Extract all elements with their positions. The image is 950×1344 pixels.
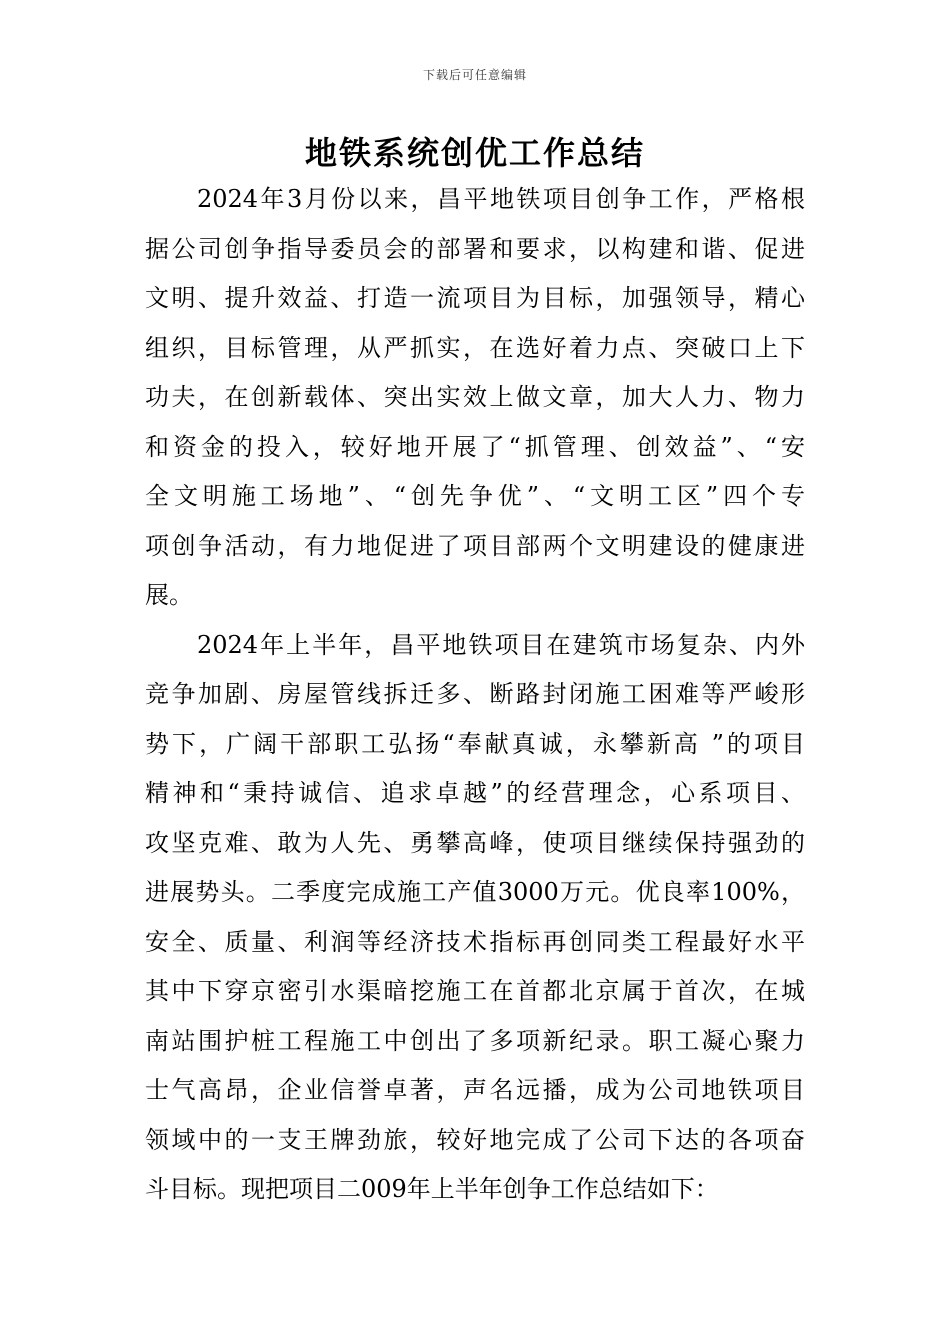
document-body xyxy=(145,175,805,1215)
text-line: 功夫，在创新载体、突出实效上做文章，加大人力、物力 xyxy=(145,383,805,411)
text-line: 文明、提升效益、打造一流项目为目标，加强领导，精心 xyxy=(145,284,805,312)
header-note: 下载后可任意编辑 xyxy=(422,68,527,82)
text-line: 精神和“秉持诚信、追求卓越”的经营理念，心系项目、 xyxy=(145,779,805,807)
text-line: 竞争加剧、房屋管线拆迁多、断路封闭施工困难等严峻形 xyxy=(145,680,805,708)
text-line: 据公司创争指导委员会的部署和要求，以构建和谐、促进 xyxy=(145,234,805,263)
text-line: 士气高昂，企业信誉卓著，声名远播，成为公司地铁项目 xyxy=(145,1076,805,1104)
text-line: 攻坚克难、敢为人先、勇攀高峰，使项目继续保持强劲的 xyxy=(145,828,805,857)
document-title: 地铁系统创优工作总结 xyxy=(304,134,645,172)
text-line: 其中下穿京密引水渠暗挖施工在首都北京属于首次，在城 xyxy=(145,977,805,1005)
paragraph-1 xyxy=(145,175,805,621)
text-line: 斗目标。现把项目二009年上半年创争工作总结如下： xyxy=(145,1175,719,1203)
text-line: 展。 xyxy=(145,581,193,609)
text-line: 2024年上半年，昌平地铁项目在建筑市场复杂、内外 xyxy=(197,630,805,659)
text-line: 势下，广阔干部职工弘扬“奉献真诚，永攀新高 ”的项目 xyxy=(145,729,805,758)
text-line: 全文明施工场地”、“创先争优”、“文明工区”四个专 xyxy=(145,482,805,510)
paragraph-2 xyxy=(145,621,805,1215)
text-line: 和资金的投入，较好地开展了“抓管理、创效益”、“安 xyxy=(145,432,805,461)
text-line: 南站围护桩工程施工中创出了多项新纪录。职工凝心聚力 xyxy=(145,1026,805,1055)
text-line: 进展势头。二季度完成施工产值3000万元。优良率100%， xyxy=(145,878,805,906)
text-line: 领域中的一支王牌劲旅，较好地完成了公司下达的各项奋 xyxy=(145,1125,805,1154)
text-line: 组织，目标管理，从严抓实，在选好着力点、突破口上下 xyxy=(145,333,805,362)
text-line: 安全、质量、利润等经济技术指标再创同类工程最好水平 xyxy=(145,927,805,956)
text-line: 2024年3月份以来，昌平地铁项目创争工作，严格根 xyxy=(197,185,805,213)
text-line: 项创争活动，有力地促进了项目部两个文明建设的健康进 xyxy=(145,531,805,560)
